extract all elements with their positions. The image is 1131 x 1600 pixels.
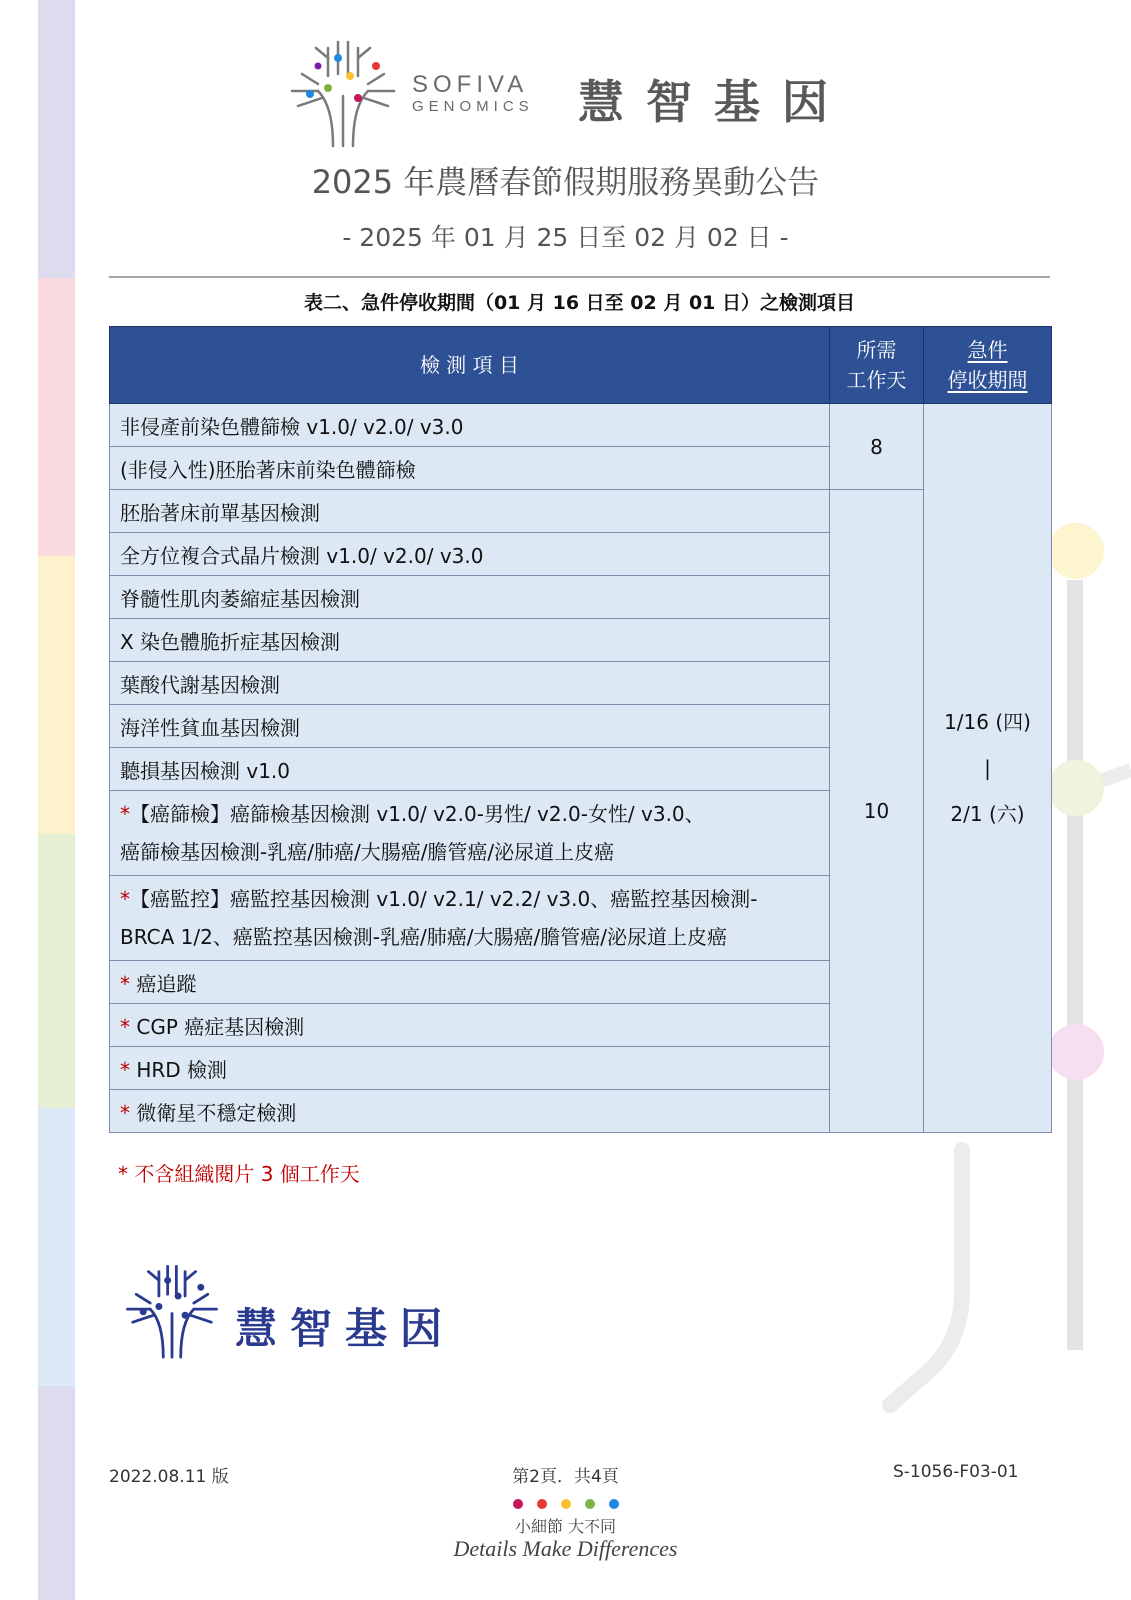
test-items-table — [109, 326, 1052, 1133]
tree-circuit-logo-icon — [124, 1258, 220, 1362]
test-item: 聽損基因檢測 v1.0 — [110, 748, 830, 791]
header-item: 檢 測 項 目 — [110, 327, 830, 404]
asterisk-mark: * — [120, 1014, 130, 1039]
divider — [109, 276, 1050, 278]
test-item — [110, 961, 830, 1004]
header-period — [924, 327, 1052, 404]
test-item: 胚胎著床前單基因檢測 — [110, 490, 830, 533]
footnote: * 不含組織閱片 3 個工作天 — [118, 1162, 360, 1186]
test-item — [110, 1047, 830, 1090]
test-item-name: CGP 癌症基因檢測 — [136, 1014, 305, 1039]
test-item-cancer-monitoring — [110, 876, 830, 961]
brand-chinese: 慧智基因 — [578, 75, 850, 129]
test-item-line1: 【癌監控】癌監控基因檢測 v1.0/ v2.1/ v2.2/ v3.0、癌監控基因檢測- — [130, 887, 758, 911]
slogan-english: Details Make Differences — [453, 1536, 678, 1561]
slogan-chinese: 小細節 大不同 — [514, 1517, 617, 1536]
test-item-line2: BRCA 1/2、癌監控基因檢測-乳癌/肺癌/大腸癌/膽管癌/泌尿道上皮癌 — [120, 925, 727, 949]
period-end: 2/1 (六) — [950, 802, 1025, 826]
period-start: 1/16 (四) — [944, 710, 1031, 734]
test-item: (非侵入性)胚胎著床前染色體篩檢 — [110, 447, 830, 490]
header-days-line2: 工作天 — [846, 368, 907, 392]
dot-green — [585, 1499, 595, 1509]
dot-yellow — [561, 1499, 571, 1509]
test-item-line2: 癌篩檢基因檢測-乳癌/肺癌/大腸癌/膽管癌/泌尿道上皮癌 — [120, 840, 615, 864]
asterisk-mark: * — [120, 887, 130, 911]
dot-blue — [609, 1499, 619, 1509]
days-cell-group1: 8 — [830, 404, 924, 490]
test-item: 全方位複合式晶片檢測 v1.0/ v2.0/ v3.0 — [110, 533, 830, 576]
asterisk-mark: * — [120, 802, 130, 826]
brand-english — [412, 72, 534, 116]
brand-chinese-bottom: 慧智基因 — [235, 1304, 456, 1353]
page-title: 2025 年農曆春節假期服務異動公告 — [311, 163, 820, 201]
header-days — [830, 327, 924, 404]
document-id: S-1056-F03-01 — [893, 1462, 1019, 1482]
test-item-line1: 【癌篩檢】癌篩檢基因檢測 v1.0/ v2.0-男性/ v2.0-女性/ v3.0、 — [130, 802, 705, 826]
test-item: 葉酸代謝基因檢測 — [110, 662, 830, 705]
asterisk-mark: * — [120, 1057, 130, 1082]
table-row — [110, 404, 1052, 447]
suspension-period-cell — [924, 404, 1052, 1133]
test-item: 脊髓性肌肉萎縮症基因檢測 — [110, 576, 830, 619]
table-caption: 表二、急件停收期間（01 月 16 日至 02 月 01 日）之檢測項目 — [303, 292, 856, 314]
dot-red — [537, 1499, 547, 1509]
period-separator: | — [984, 756, 991, 780]
brand-en-line2: GENOMICS — [412, 98, 534, 115]
version-label: 2022.08.11 版 — [109, 1467, 229, 1487]
header-period-line2: 停收期間 — [947, 368, 1028, 392]
asterisk-mark: * — [120, 971, 130, 996]
test-item: 海洋性貧血基因檢測 — [110, 705, 830, 748]
table-row — [110, 490, 1052, 533]
test-item-cancer-screening — [110, 791, 830, 876]
page-number: 第2頁．共4頁 — [512, 1467, 619, 1487]
test-item: 非侵產前染色體篩檢 v1.0/ v2.0/ v3.0 — [110, 404, 830, 447]
test-item-name: HRD 檢測 — [136, 1057, 228, 1082]
test-item: X 染色體脆折症基因檢測 — [110, 619, 830, 662]
tree-circuit-logo-icon — [288, 36, 398, 148]
brand-en-line1: SOFIVA — [412, 71, 529, 98]
test-item — [110, 1004, 830, 1047]
test-item-name: 微衛星不穩定檢測 — [130, 1100, 297, 1125]
color-dots — [0, 1494, 1131, 1513]
header-period-line1: 急件 — [967, 338, 1008, 362]
dot-magenta — [513, 1499, 523, 1509]
table-header-row — [110, 327, 1052, 404]
header-days-line1: 所需 — [856, 338, 897, 362]
test-item-name: 癌追蹤 — [130, 971, 197, 996]
test-item — [110, 1090, 830, 1133]
page-subtitle: - 2025 年 01 月 25 日至 02 月 02 日 - — [342, 223, 789, 252]
asterisk-mark: * — [120, 1100, 130, 1125]
days-cell-group2: 10 — [830, 490, 924, 1133]
